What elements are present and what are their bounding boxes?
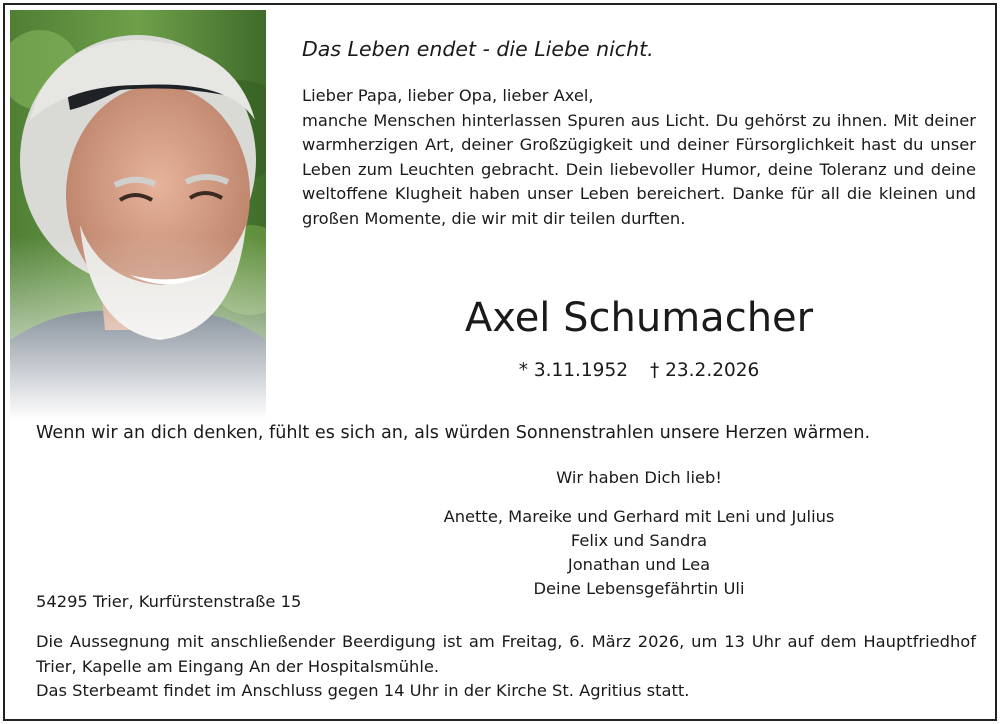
family-address: 54295 Trier, Kurfürstenstraße 15 (36, 592, 302, 611)
life-dates (302, 360, 976, 381)
requiem-info: Das Sterbeamt findet im Anschluss gegen 14 Uhr in der Kirche St. Agritius statt. (36, 681, 690, 700)
funeral-notice (36, 630, 976, 704)
memorial-quote: Wenn wir an dich denken, fühlt es sich an, als würden Sonnenstrahlen unsere Herzen wärmen. (36, 423, 871, 443)
deceased-name: Axel Schumacher (464, 295, 814, 341)
letter-salutation: Lieber Papa, lieber Opa, lieber Axel, (302, 86, 594, 105)
funeral-info: Die Aussegnung mit anschließender Beerdigung ist am Freitag, 6. März 2026, um 13 Uhr auf dem Hauptfriedhof Trier, Kapelle am Eingang An der Hospitalsmühle. (36, 632, 976, 676)
mourners-list (302, 505, 976, 601)
mourner-line: Deine Lebensgefährtin Uli (533, 579, 745, 598)
letter-body: manche Menschen hinterlassen Spuren aus Licht. Du gehörst zu ihnen. Mit deiner warmherzigen Art, deiner Großzügigkeit und deiner Fürsorglichkeit hast du unser Leben zum Leuchten gebracht. Dein liebevoller Humor, deine Toleranz und deine weltoffene Klugheit haben unser Leben bereichert. Danke für all die kleinen und großen Momente, die wir mit dir teilen durften. (302, 110, 976, 228)
mourner-line: Anette, Mareike und Gerhard mit Leni und Julius (443, 507, 835, 526)
portrait-photo (10, 10, 266, 420)
mourner-line: Felix und Sandra (570, 531, 708, 550)
love-line: Wir haben Dich lieb! (556, 468, 722, 487)
death-date: † 23.2.2026 (650, 360, 760, 381)
mourner-line: Jonathan und Lea (567, 555, 711, 574)
motto: Das Leben endet - die Liebe nicht. (302, 37, 654, 61)
birth-date: * 3.11.1952 (518, 360, 628, 381)
obituary-frame (3, 3, 997, 721)
farewell-letter (302, 84, 976, 231)
